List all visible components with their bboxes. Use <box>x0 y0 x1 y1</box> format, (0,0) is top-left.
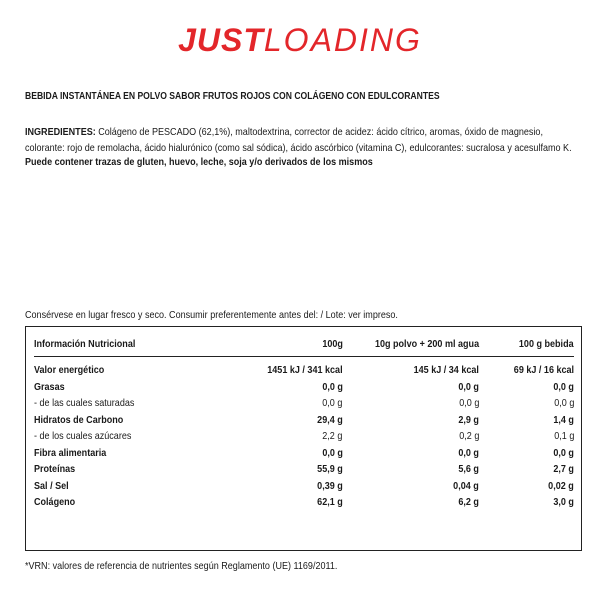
product-name: BEBIDA INSTANTÁNEA EN POLVO SABOR FRUTOS ROJOS CON COLÁGENO CON EDULCORANTES <box>25 91 440 102</box>
nutrition-header-row <box>34 335 574 357</box>
nutrient-value: 55,9 g <box>316 463 343 475</box>
nutrient-value: 1451 kJ / 341 kcal <box>267 364 343 376</box>
table-row <box>34 445 574 462</box>
nutrient-value: 0,02 g <box>548 479 574 492</box>
nutrient-name: Hidratos de Carbono <box>34 413 124 426</box>
nutrient-value: 2,7 g <box>553 463 574 475</box>
brand-logo-just: JUST <box>178 22 264 58</box>
nutrient-value: 6,2 g <box>458 496 480 508</box>
nutrient-value: 145 kJ / 34 kcal <box>413 364 480 376</box>
nutrition-header: Información Nutricional <box>34 335 195 357</box>
nutrient-value: 2,9 g <box>458 413 480 426</box>
nutrient-value: 0,0 g <box>553 380 574 393</box>
table-row <box>34 478 574 495</box>
nutrient-value: 29,4 g <box>316 413 343 426</box>
table-row <box>34 428 574 445</box>
table-row <box>34 379 574 396</box>
nutrient-value: 0,0 g <box>458 446 480 459</box>
nutrient-name: Fibra alimentaria <box>34 446 107 459</box>
nutrient-value: 0,0 g <box>553 446 574 459</box>
nutrient-value: 0,0 g <box>322 397 343 409</box>
nutrient-value: 0,04 g <box>453 479 480 492</box>
nutrient-value: 1,4 g <box>553 413 574 426</box>
nutrient-value: 0,0 g <box>321 380 343 393</box>
nutrient-name: Proteínas <box>34 463 76 475</box>
table-row <box>34 412 574 429</box>
storage-instructions: Consérvese en lugar fresco y seco. Consumir preferentemente antes del: / Lote: ver impreso. <box>25 309 398 321</box>
nutrient-value: 0,0 g <box>553 397 574 409</box>
nutrition-header: 100 g bebida <box>479 335 574 357</box>
nutrition-table <box>34 335 574 511</box>
nutrition-header: 100g <box>195 335 342 357</box>
nutrient-value: 3,0 g <box>553 496 574 508</box>
nutrient-name: Valor energético <box>34 364 105 376</box>
brand-logo-loading: LOADING <box>263 22 422 58</box>
nutrient-value: 0,0 g <box>458 380 480 393</box>
nutrient-value: 0,0 g <box>459 397 480 409</box>
nutrient-value: 5,6 g <box>458 463 480 475</box>
nutrient-name: Grasas <box>34 380 65 393</box>
nutrient-value: 0,0 g <box>321 446 343 459</box>
brand-logo <box>0 22 600 58</box>
nutrient-name: Sal / Sel <box>34 479 69 492</box>
nutrient-value: 0,39 g <box>316 479 343 492</box>
nutrient-value: 69 kJ / 16 kcal <box>513 364 574 376</box>
table-row <box>34 395 574 412</box>
nutrition-header: 10g polvo + 200 ml agua <box>342 335 479 357</box>
nutrient-name: Colágeno <box>34 496 76 508</box>
nutrient-value: 2,2 g <box>322 430 343 442</box>
nutrient-name: - de los cuales azúcares <box>34 430 132 442</box>
nutrient-value: 0,2 g <box>459 430 480 442</box>
nutrient-value: 0,1 g <box>553 430 574 442</box>
ingredients-block <box>25 124 580 156</box>
table-row <box>34 461 574 478</box>
ingredients-text: Colágeno de PESCADO (62,1%), maltodextrina, corrector de acidez: ácido cítrico, aromas, óxido de magnesio, colorante: rojo de remolacha, ácido hialurónico (como sal sódica), ácido ascórbico (vitamina C), edulcorantes: sucralosa y acesulfamo K. <box>25 126 572 154</box>
nutrient-value: 62,1 g <box>316 496 343 508</box>
ingredients-label: INGREDIENTES: <box>25 126 96 138</box>
vrn-footnote: *VRN: valores de referencia de nutrientes según Reglamento (UE) 1169/2011. <box>25 560 338 572</box>
nutrition-box <box>25 326 582 551</box>
table-row <box>34 357 574 379</box>
nutrient-name: - de las cuales saturadas <box>34 397 135 409</box>
table-row <box>34 494 574 511</box>
allergen-warning: Puede contener trazas de gluten, huevo, leche, soja y/o derivados de los mismos <box>25 156 373 168</box>
